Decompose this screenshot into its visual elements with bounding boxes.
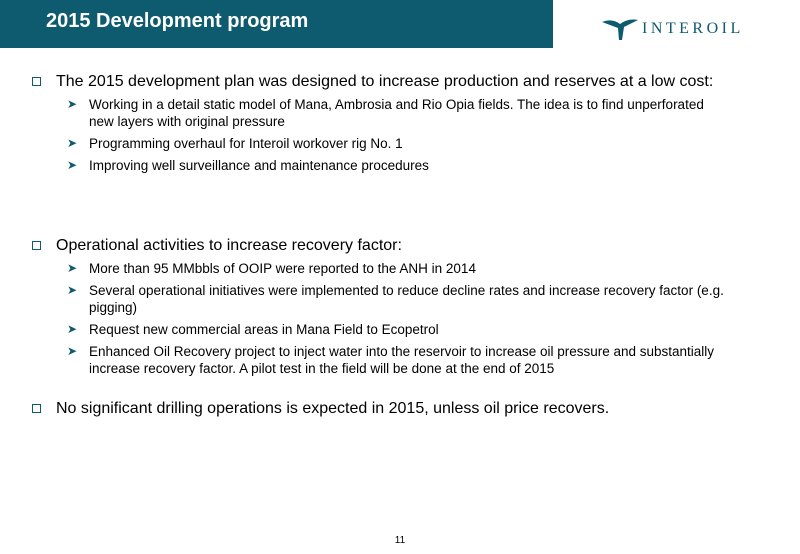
sub-bullet-text: Programming overhaul for Interoil workover rig No. 1 [89, 136, 403, 151]
sub-bullet-text: Enhanced Oil Recovery project to inject water into the reservoir to increase oil pressure and substantially increase recovery factor. A pilot test in the field will be done at the end of 2015 [89, 344, 715, 376]
sub-bullet [30, 157, 730, 174]
arrow-bullet-icon: ➤ [67, 136, 78, 150]
title-bar [0, 0, 553, 48]
bullet-text: Operational activities to increase recovery factor: [56, 237, 402, 254]
logo-text: INTEROIL [642, 20, 744, 37]
sub-bullet-text: Several operational initiatives were implemented to reduce decline rates and increase recovery factor (e.g. pigging) [89, 283, 724, 315]
sub-bullet-text: Improving well surveillance and maintenance procedures [89, 158, 429, 173]
page-number: 11 [394, 535, 406, 546]
sub-bullet-text: Working in a detail static model of Mana, Ambrosia and Rio Opia fields. The idea is to find unperforated new layers with original pressure [89, 97, 704, 129]
sub-bullet [30, 260, 730, 277]
checkbox-bullet-icon [32, 241, 41, 250]
page-title: 2015 Development program [46, 10, 309, 32]
bullet-section-3 [30, 399, 730, 418]
arrow-bullet-icon: ➤ [67, 97, 78, 111]
whale-tail-icon [600, 14, 640, 42]
arrow-bullet-icon: ➤ [67, 344, 78, 358]
bullet-section-1 [30, 72, 730, 174]
arrow-bullet-icon: ➤ [67, 283, 78, 297]
sub-bullet [30, 96, 730, 130]
arrow-bullet-icon: ➤ [67, 158, 78, 172]
arrow-bullet-icon: ➤ [67, 322, 78, 336]
sub-bullet-text: More than 95 MMbbls of OOIP were reported to the ANH in 2014 [89, 261, 476, 276]
bullet-section-2 [30, 236, 730, 377]
bullet-text: The 2015 development plan was designed to increase production and reserves at a low cost: [56, 73, 714, 90]
checkbox-bullet-icon [32, 404, 41, 413]
bullet-main-3 [30, 399, 730, 418]
sub-bullet [30, 321, 730, 338]
bullet-text: No significant drilling operations is expected in 2015, unless oil price recovers. [56, 400, 610, 417]
sub-bullet-text: Request new commercial areas in Mana Field to Ecopetrol [89, 322, 439, 337]
arrow-bullet-icon: ➤ [67, 261, 78, 275]
sub-bullet [30, 343, 730, 377]
bullet-main-1 [30, 72, 730, 91]
bullet-main-2 [30, 236, 730, 255]
sub-bullet [30, 282, 730, 316]
sub-bullet [30, 135, 730, 152]
interoil-logo [600, 14, 790, 42]
checkbox-bullet-icon [32, 77, 41, 86]
